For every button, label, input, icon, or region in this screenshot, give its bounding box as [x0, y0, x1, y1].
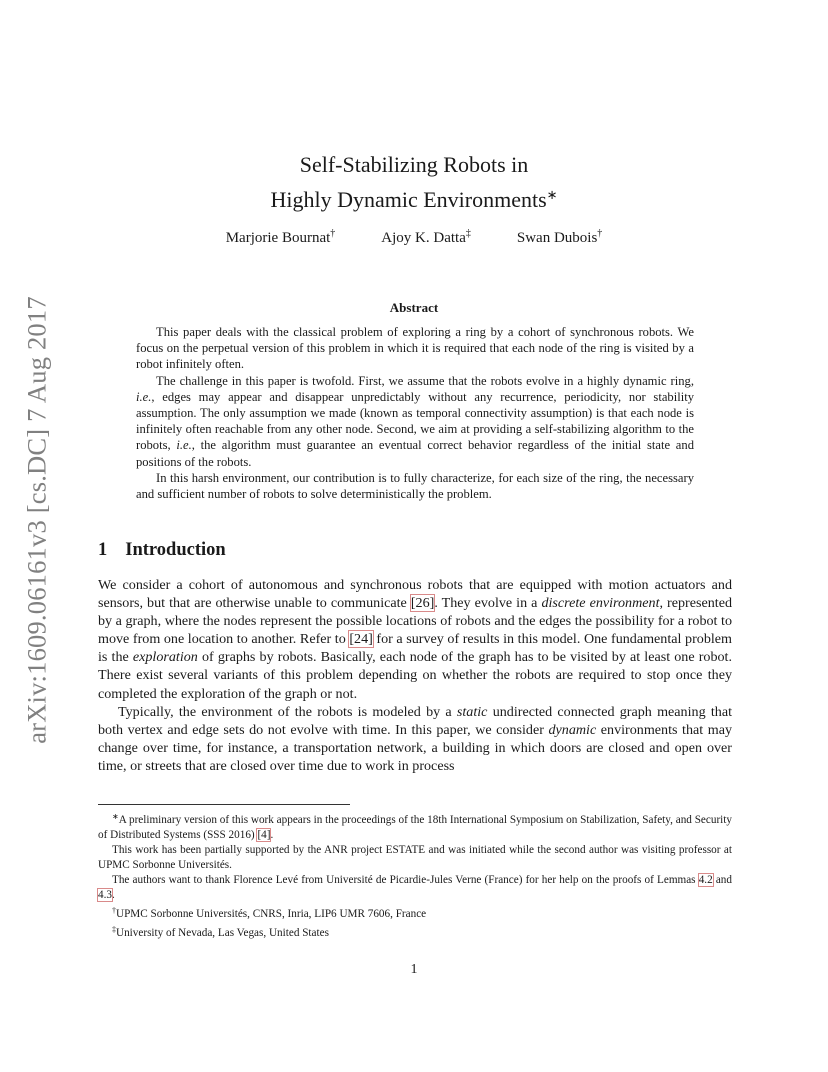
abstract-paragraph-3: In this harsh environment, our contribution is to fully characterize, for each size of the ring, the necessary and sufficient number of robots to solve deterministically the problem. — [136, 470, 694, 502]
footnote-text: The authors want to thank Florence Levé from Université de Picardie-Jules Verne (France) for her help on the proofs of Lemmas — [112, 874, 699, 886]
citation-link-26[interactable]: [26] — [410, 595, 435, 612]
footnote-text: . — [111, 889, 115, 901]
body-text: . They evolve in a — [434, 595, 542, 612]
author-affiliation-mark: † — [597, 228, 603, 239]
citation-link-24[interactable]: [24] — [349, 631, 373, 648]
abstract-italic: i.e. — [136, 389, 152, 404]
footnote-mark: ‡ — [112, 925, 116, 934]
footnote-divider — [98, 804, 350, 805]
section-heading-introduction — [98, 540, 226, 561]
footnote-affiliation-upmc — [98, 903, 732, 922]
footnote-text: and — [712, 874, 732, 886]
body-text: Typically, the environment of the robots is modeled by a — [118, 703, 457, 720]
emphasis-dynamic: dynamic — [548, 721, 597, 738]
author-datta — [381, 228, 471, 247]
footnote-text: University of Nevada, Las Vegas, United States — [116, 927, 329, 939]
footnote-text: . — [270, 829, 274, 841]
section-title: Introduction — [125, 540, 226, 560]
footnotes — [98, 809, 732, 941]
author-name: Swan Dubois — [516, 230, 598, 246]
title-line-2-text: Highly Dynamic Environments — [270, 187, 547, 212]
body-text: of graphs by robots. Basically, each node of the graph has to be visited by at least one robot. There exist several variants of this problem depending on whether the robots are required to stop once they completed the exploration of the graph or not. — [98, 649, 732, 702]
abstract-heading: Abstract — [389, 300, 439, 315]
author-affiliation-mark: † — [330, 228, 336, 239]
author-name: Ajoy K. Datta — [381, 230, 466, 246]
lemma-link-4-3[interactable]: 4.3 — [98, 889, 112, 901]
abstract-text: , edges may appear and disappear unpredictably without any recurrence, periodicity, nor stability assumption. The only assumption we made (known as temporal connectivity assumption) is that each node is infinitely often reachable from any other node. Second, we aim at providing a self-stabilizing algorithm to the robots, — [136, 389, 694, 453]
footnote-acknowledgement — [98, 873, 732, 903]
footnote-preliminary-version — [98, 809, 732, 843]
body-text: for a survey of results in this model. One fundamental problem is the — [98, 631, 732, 666]
body-text: environments that may change over time, for instance, a transportation network, a building in which doors are closed and open over time, or streets that are closed over time due to work in process — [98, 721, 733, 774]
arxiv-identifier: arXiv:1609.06161v3 [cs.DC] 7 Aug 2017 — [21, 296, 52, 744]
page-number: 1 — [410, 962, 418, 977]
abstract-paragraph-2 — [136, 373, 694, 470]
emphasis-exploration: exploration — [132, 649, 198, 666]
footnote-mark: † — [112, 906, 116, 915]
intro-paragraph-2 — [98, 703, 732, 775]
arxiv-sidebar — [20, 286, 54, 754]
footnote-affiliation-unlv — [98, 922, 732, 941]
footnote-text: UPMC Sorbonne Universités, CNRS, Inria, LIP6 UMR 7606, France — [116, 908, 427, 920]
author-affiliation-mark: ‡ — [465, 228, 471, 239]
section-number: 1 — [98, 540, 108, 560]
abstract-body — [136, 324, 694, 502]
paper-title — [0, 150, 828, 215]
abstract-text: , the algorithm must guarantee an eventual correct behavior regardless of the initial state and positions of the robots. — [136, 438, 694, 469]
author-dubois — [517, 228, 602, 247]
citation-link-4[interactable]: [4] — [257, 829, 271, 841]
lemma-link-4-2[interactable]: 4.2 — [698, 874, 713, 886]
title-line-2 — [0, 180, 828, 215]
author-name: Marjorie Bournat — [225, 230, 331, 246]
body-text: undirected connected graph meaning that both vertex and edge sets do not evolve with time. In this paper, we consider — [98, 703, 732, 738]
footnote-text: A preliminary version of this work appears in the proceedings of the 18th International Symposium on Stabilization, Safety, and Security of Distributed Systems (SSS 2016) — [98, 814, 732, 841]
footnote-funding: This work has been partially supported by the ANR project ESTATE and was initiated while the second author was visiting professor at UPMC Sorbonne Universités. — [98, 844, 732, 871]
abstract-paragraph-1: This paper deals with the classical problem of exploring a ring by a cohort of synchronous robots. We focus on the perpetual version of this problem in which it is required that each node of the ring is visited by a robot infinitely often. — [136, 325, 694, 372]
author-bournat — [226, 228, 336, 247]
body-text: We consider a cohort of autonomous and synchronous robots that are equipped with motion actuators and sensors, but that are otherwise unable to communicate — [98, 577, 732, 612]
title-line-1: Self-Stabilizing Robots in — [299, 152, 529, 177]
body-text: , represented by a graph, where the nodes represent the possible locations of robots and the edges the possibility for a robot to move from one location to another. Refer to — [98, 595, 732, 648]
footnote-mark: ∗ — [112, 812, 119, 821]
abstract-text: The challenge in this paper is twofold. First, we assume that the robots evolve in a highly dynamic ring, — [156, 373, 694, 388]
abstract-italic: i.e. — [176, 438, 192, 453]
intro-paragraph-1 — [98, 576, 732, 703]
author-list — [0, 228, 828, 247]
emphasis-discrete-environment: discrete environment — [541, 595, 660, 612]
emphasis-static: static — [456, 703, 488, 720]
introduction-body — [98, 576, 732, 775]
title-footnote-mark: ∗ — [546, 187, 558, 202]
